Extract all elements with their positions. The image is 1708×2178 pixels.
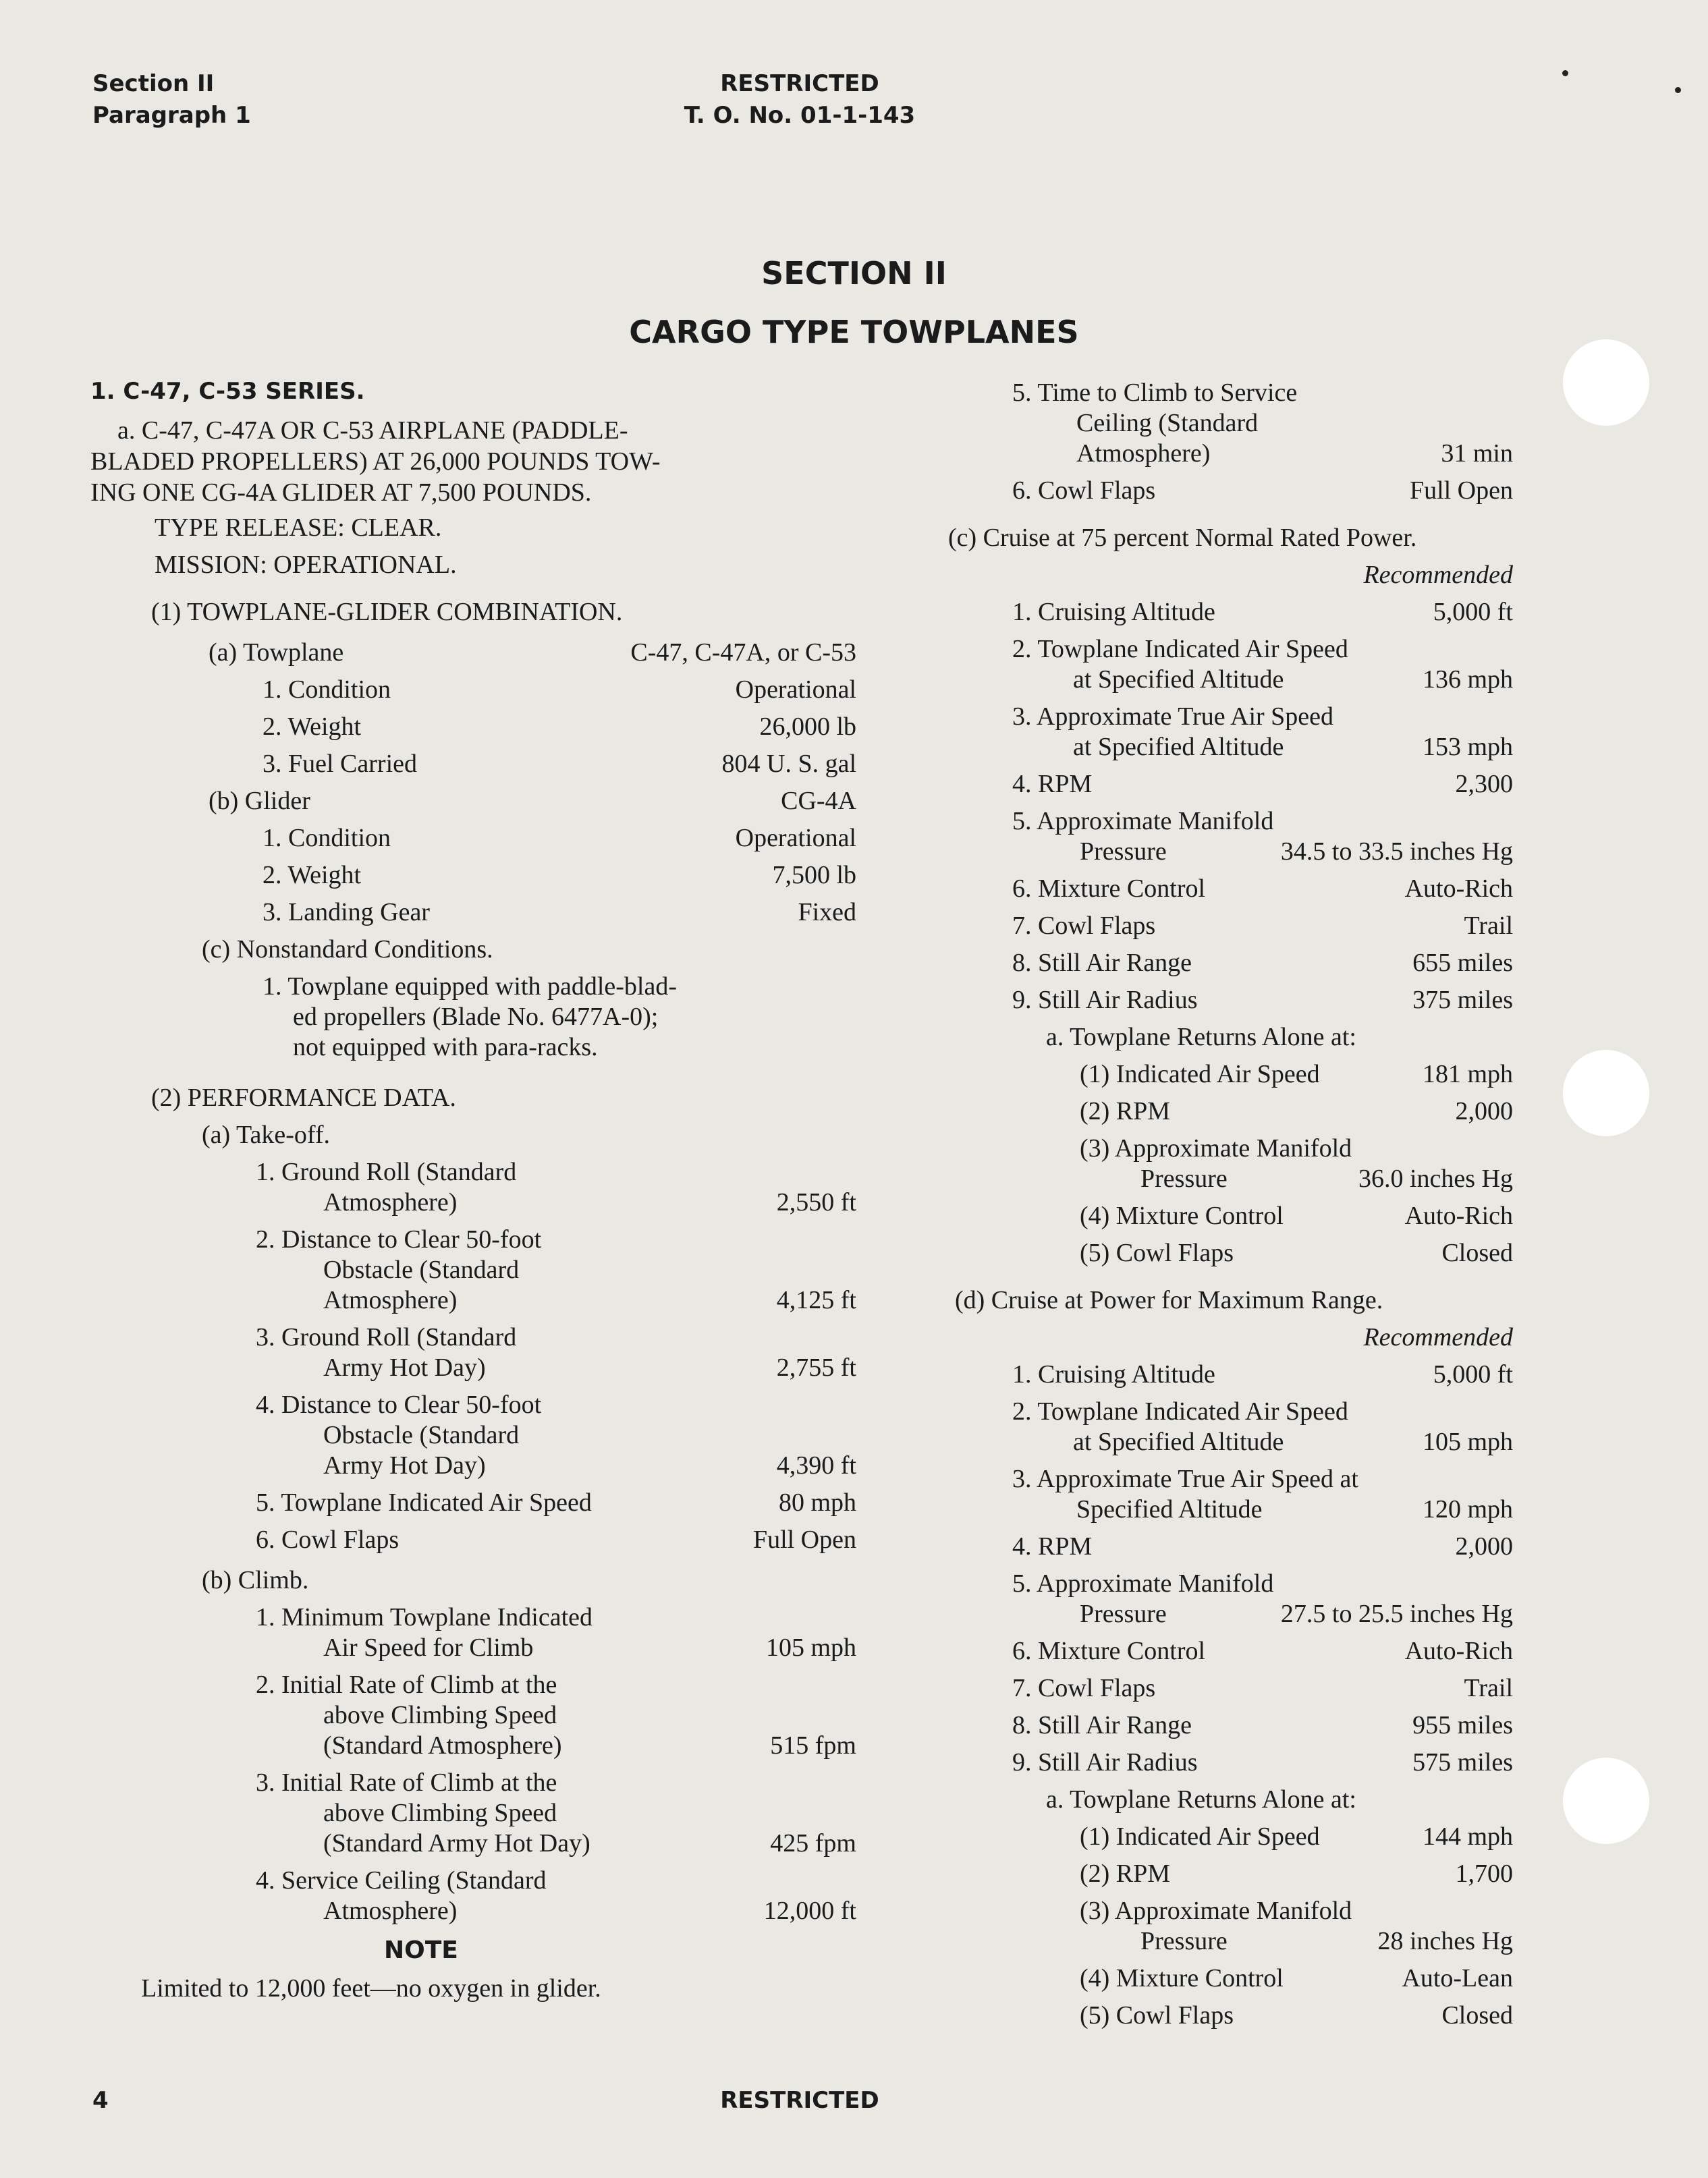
row-label: Army Hot Day) — [323, 1353, 486, 1382]
footer-restricted: RESTRICTED — [720, 2087, 879, 2114]
row-label: 4. RPM — [1012, 1532, 1093, 1561]
row-label: Atmosphere) — [323, 1188, 458, 1217]
table-row — [1012, 874, 1513, 903]
row-value: 144 mph — [1422, 1822, 1513, 1851]
section-label: Section II — [92, 70, 215, 97]
table-row — [1012, 911, 1513, 941]
intro-line-2: BLADED PROPELLERS) AT 26,000 POUNDS TOW- — [90, 447, 661, 476]
restricted-label: RESTRICTED — [720, 70, 879, 97]
row-value: 36.0 inches Hg — [1358, 1165, 1513, 1193]
row-label: 7. Cowl Flaps — [1012, 1674, 1156, 1702]
row-value: 425 fpm — [770, 1829, 856, 1858]
row-label: (Standard Atmosphere) — [323, 1731, 562, 1760]
row-label: 8. Still Air Range — [1012, 949, 1192, 977]
table-row — [263, 860, 856, 890]
table-row — [1012, 948, 1513, 978]
table-row — [263, 823, 856, 853]
row-label: at Specified Altitude — [1073, 733, 1284, 761]
row-label: 6. Cowl Flaps — [1012, 476, 1156, 505]
row-value: Auto-Lean — [1402, 1964, 1513, 1992]
row-value: 136 mph — [1422, 665, 1513, 694]
table-row — [1012, 1710, 1513, 1740]
cruise-item: 2. Towplane Indicated Air Speed — [1012, 635, 1348, 663]
table-row — [256, 1525, 856, 1555]
row-label: 3. Fuel Carried — [263, 750, 418, 778]
table-row — [323, 1353, 856, 1383]
table-row — [263, 675, 856, 704]
row-value: 5,000 ft — [1433, 1360, 1513, 1389]
row-value: Operational — [735, 675, 856, 704]
row-value: 28 inches Hg — [1377, 1927, 1513, 1955]
series-heading: 1. C-47, C-53 SERIES. — [90, 378, 365, 405]
row-value: Full Open — [1409, 476, 1513, 505]
row-value: Closed — [1441, 1239, 1513, 1267]
page-number: 4 — [92, 2087, 109, 2114]
table-row — [323, 1731, 856, 1760]
type-release: TYPE RELEASE: CLEAR. — [155, 513, 442, 542]
row-value: 31 min — [1441, 439, 1513, 468]
section-subtitle: CARGO TYPE TOWPLANES — [629, 314, 1079, 350]
table-row — [1140, 1926, 1513, 1956]
table-row — [1080, 1059, 1513, 1089]
row-value: 34.5 to 33.5 inches Hg — [1280, 837, 1513, 866]
row-value: 80 mph — [778, 1488, 856, 1517]
table-row — [256, 1488, 856, 1517]
cruise-max-heading: (d) Cruise at Power for Maximum Range. — [955, 1286, 1383, 1314]
row-label: 5. Towplane Indicated Air Speed — [256, 1488, 592, 1517]
header-center — [0, 68, 1599, 132]
row-value: 5,000 ft — [1433, 598, 1513, 626]
to-number: T. O. No. 01-1-143 — [684, 102, 916, 129]
row-value: Auto-Rich — [1404, 1202, 1513, 1230]
row-label: (4) Mixture Control — [1080, 1202, 1284, 1230]
row-label: 3. Landing Gear — [263, 898, 430, 926]
row-value: 12,000 ft — [763, 1897, 856, 1925]
row-label: (5) Cowl Flaps — [1080, 1239, 1234, 1267]
table-row — [1080, 1096, 1513, 1126]
towplane-label: (a) Towplane — [209, 638, 344, 667]
climb-item: 5. Time to Climb to Service — [1012, 379, 1298, 407]
row-label: Atmosphere) — [323, 1286, 458, 1314]
table-row — [323, 1451, 856, 1480]
row-value: 120 mph — [1422, 1495, 1513, 1524]
note-title: NOTE — [384, 1936, 458, 1964]
cruise-item: 2. Towplane Indicated Air Speed — [1012, 1397, 1348, 1426]
row-label: 9. Still Air Radius — [1012, 986, 1198, 1014]
performance-heading: (2) PERFORMANCE DATA. — [151, 1084, 456, 1112]
nonstandard-line: ed propellers (Blade No. 6477A-0); — [293, 1003, 659, 1031]
row-value: 575 miles — [1412, 1748, 1513, 1777]
row-value: Auto-Rich — [1404, 1637, 1513, 1665]
row-label: Pressure — [1080, 837, 1167, 866]
row-label: (Standard Army Hot Day) — [323, 1829, 590, 1858]
row-value: 804 U. S. gal — [721, 750, 856, 778]
climb-item: 4. Service Ceiling (Standard — [256, 1866, 547, 1895]
table-row — [1012, 1748, 1513, 1777]
cruise-item: 3. Approximate True Air Speed at — [1012, 1465, 1358, 1493]
row-label: (5) Cowl Flaps — [1080, 2001, 1234, 2030]
climb-item: Ceiling (Standard — [1076, 409, 1259, 437]
row-label: (1) Indicated Air Speed — [1080, 1060, 1320, 1088]
takeoff-item: Obstacle (Standard — [323, 1421, 520, 1449]
row-value: 2,000 — [1455, 1097, 1513, 1125]
row-value: 153 mph — [1422, 733, 1513, 761]
climb-item: 3. Initial Rate of Climb at the — [256, 1768, 557, 1797]
table-row — [1080, 1599, 1513, 1629]
row-value: 105 mph — [1422, 1428, 1513, 1456]
table-row — [323, 1633, 856, 1663]
row-label: Atmosphere) — [323, 1897, 458, 1925]
row-label: 6. Cowl Flaps — [256, 1526, 400, 1554]
intro-line-1: a. C-47, C-47A OR C-53 AIRPLANE (PADDLE- — [117, 416, 628, 445]
row-label: 1. Cruising Altitude — [1012, 1360, 1215, 1389]
nonstandard-line: not equipped with para-racks. — [293, 1033, 598, 1061]
towplane-value: C-47, C-47A, or C-53 — [630, 638, 856, 667]
row-label: 7. Cowl Flaps — [1012, 912, 1156, 940]
table-row — [1012, 476, 1513, 505]
row-value: 375 miles — [1412, 986, 1513, 1014]
row-value: Trail — [1464, 1674, 1513, 1702]
takeoff-item: 2. Distance to Clear 50-foot — [256, 1225, 542, 1254]
row-label: 1. Condition — [263, 675, 391, 704]
table-row — [1012, 1673, 1513, 1703]
table-row — [1080, 837, 1513, 866]
table-row — [1073, 665, 1513, 694]
table-row — [263, 712, 856, 742]
table-row — [1080, 1822, 1513, 1851]
table-row — [1012, 1360, 1513, 1389]
table-row — [323, 1828, 856, 1858]
takeoff-item: 4. Distance to Clear 50-foot — [256, 1391, 542, 1419]
takeoff-heading: (a) Take-off. — [202, 1121, 331, 1149]
row-label: 8. Still Air Range — [1012, 1711, 1192, 1739]
row-value: 515 fpm — [770, 1731, 856, 1760]
table-row — [1080, 2001, 1513, 2030]
row-value: 2,300 — [1455, 770, 1513, 798]
row-value: 1,700 — [1455, 1860, 1513, 1888]
cruise-75-heading: (c) Cruise at 75 percent Normal Rated Power. — [948, 524, 1417, 552]
row-value: 655 miles — [1412, 949, 1513, 977]
row-value: 4,125 ft — [776, 1286, 856, 1314]
cruise-item: 3. Approximate True Air Speed — [1012, 702, 1334, 731]
row-value: 105 mph — [765, 1634, 856, 1662]
table-row — [1080, 1963, 1513, 1993]
row-value: Auto-Rich — [1404, 874, 1513, 903]
table-row — [1076, 1495, 1513, 1524]
row-label: (2) RPM — [1080, 1097, 1171, 1125]
table-row — [263, 897, 856, 927]
row-value: 2,550 ft — [776, 1188, 856, 1217]
nonstandard-heading: (c) Nonstandard Conditions. — [202, 935, 493, 964]
glider-label: (b) Glider — [209, 787, 310, 815]
row-value: 181 mph — [1422, 1060, 1513, 1088]
takeoff-item: Obstacle (Standard — [323, 1256, 520, 1284]
table-row — [1012, 985, 1513, 1015]
climb-item: above Climbing Speed — [323, 1799, 557, 1827]
row-label: 2. Weight — [263, 713, 362, 741]
table-row — [1080, 1201, 1513, 1231]
takeoff-item: 1. Ground Roll (Standard — [256, 1158, 517, 1186]
table-row — [1012, 769, 1513, 799]
glider-value: CG-4A — [781, 787, 856, 815]
row-label: Pressure — [1080, 1600, 1167, 1628]
return-item: (3) Approximate Manifold — [1080, 1134, 1352, 1163]
table-row — [1012, 1532, 1513, 1561]
row-value: 955 miles — [1412, 1711, 1513, 1739]
row-value: Fixed — [798, 898, 856, 926]
row-label: Air Speed for Climb — [323, 1634, 534, 1662]
row-value: 2,000 — [1455, 1532, 1513, 1561]
table-row — [323, 1285, 856, 1315]
climb-heading: (b) Climb. — [202, 1566, 309, 1594]
section-title: SECTION II — [761, 255, 947, 291]
table-row — [323, 1896, 856, 1926]
table-row — [1012, 597, 1513, 627]
row-label: 1. Condition — [263, 824, 391, 852]
row-label: 2. Weight — [263, 861, 362, 889]
recommended-label: Recommended — [1363, 561, 1513, 589]
row-label: 6. Mixture Control — [1012, 874, 1206, 903]
row-label: 6. Mixture Control — [1012, 1637, 1206, 1665]
row-label: Army Hot Day) — [323, 1451, 486, 1480]
note-text: Limited to 12,000 feet—no oxygen in glider. — [141, 1974, 601, 2003]
row-value: Closed — [1441, 2001, 1513, 2030]
row-label: (1) Indicated Air Speed — [1080, 1822, 1320, 1851]
cruise-item: 5. Approximate Manifold — [1012, 807, 1274, 835]
row-value: 7,500 lb — [772, 861, 856, 889]
table-row — [1073, 732, 1513, 762]
row-value: Trail — [1464, 912, 1513, 940]
row-label: Pressure — [1140, 1165, 1228, 1193]
binder-hole-middle — [1563, 1050, 1649, 1136]
table-row — [1076, 439, 1513, 468]
table-row — [1140, 1164, 1513, 1194]
row-label: 4. RPM — [1012, 770, 1093, 798]
table-row — [1073, 1427, 1513, 1457]
row-value: 27.5 to 25.5 inches Hg — [1280, 1600, 1513, 1628]
row-label: Specified Altitude — [1076, 1495, 1263, 1524]
row-label: 1. Cruising Altitude — [1012, 598, 1215, 626]
nonstandard-line: 1. Towplane equipped with paddle-blad- — [263, 972, 677, 1001]
row-value: Operational — [735, 824, 856, 852]
table-row — [323, 1188, 856, 1217]
punch-mark — [1675, 87, 1681, 93]
table-row — [1012, 1636, 1513, 1666]
paragraph-label: Paragraph 1 — [92, 102, 251, 129]
row-label: 9. Still Air Radius — [1012, 1748, 1198, 1777]
binder-hole-top — [1563, 339, 1649, 426]
intro-line-3: ING ONE CG-4A GLIDER AT 7,500 POUNDS. — [90, 478, 592, 507]
table-row — [263, 749, 856, 779]
row-label: Pressure — [1140, 1927, 1228, 1955]
returns-alone-heading: a. Towplane Returns Alone at: — [1046, 1023, 1356, 1051]
glider-row — [209, 786, 856, 816]
row-value: 4,390 ft — [776, 1451, 856, 1480]
row-label: (4) Mixture Control — [1080, 1964, 1284, 1992]
climb-item: 2. Initial Rate of Climb at the — [256, 1671, 557, 1699]
table-row — [1080, 1238, 1513, 1268]
row-label: at Specified Altitude — [1073, 665, 1284, 694]
climb-item: above Climbing Speed — [323, 1701, 557, 1729]
mission: MISSION: OPERATIONAL. — [155, 551, 457, 579]
row-label: at Specified Altitude — [1073, 1428, 1284, 1456]
row-label: Atmosphere) — [1076, 439, 1211, 468]
returns-alone-heading: a. Towplane Returns Alone at: — [1046, 1785, 1356, 1814]
combination-heading: (1) TOWPLANE-GLIDER COMBINATION. — [151, 598, 623, 626]
row-label: (2) RPM — [1080, 1860, 1171, 1888]
row-value: 26,000 lb — [759, 713, 856, 741]
return-item: (3) Approximate Manifold — [1080, 1897, 1352, 1925]
table-row — [1080, 1859, 1513, 1889]
row-value: 2,755 ft — [776, 1353, 856, 1382]
takeoff-item: 3. Ground Roll (Standard — [256, 1323, 517, 1351]
binder-hole-bottom — [1563, 1758, 1649, 1844]
row-value: Full Open — [752, 1526, 856, 1554]
towplane-row — [209, 638, 856, 667]
climb-item: 1. Minimum Towplane Indicated — [256, 1603, 593, 1631]
cruise-item: 5. Approximate Manifold — [1012, 1569, 1274, 1598]
recommended-label: Recommended — [1363, 1323, 1513, 1351]
